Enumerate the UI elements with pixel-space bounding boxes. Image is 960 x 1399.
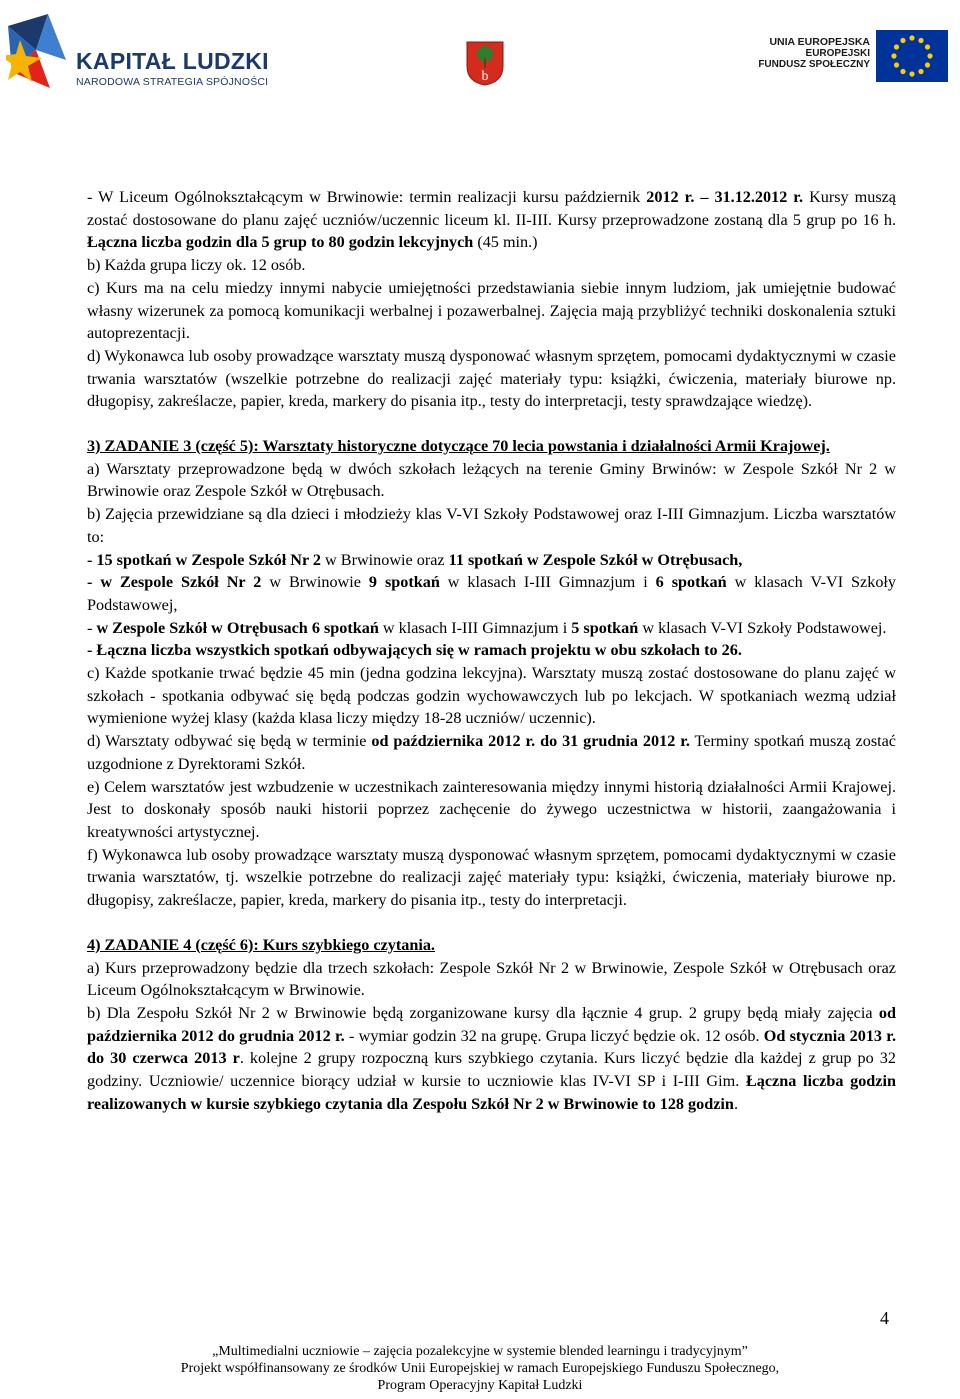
section-3-point-c: c) Każde spotkanie trwać będzie 45 min (jedna godzina lekcyjna). Warsztaty muszą zostać dostosowane do planu zajęć w szkołach - spotkania odbywać się będą podczas godzin wychowawczych lub po lekcjach. W spotkaniach wezmą udział wymienione wyżej klasy (każda klasa liczy między 18-28 uczniów/ uczennic). (87, 664, 896, 728)
document-body (87, 186, 896, 1115)
section-3-point-e: e) Celem warsztatów jest wzbudzenie w uczestnikach zainteresowania między innymi historią działalności Armii Krajowej. Jest to doskonały sposób nauki historii poprzez zachęcenie do żywego uczestnictwa w historii, zaangażowania i kreatywności artystycznej. (87, 777, 896, 841)
section-3-list-item-2: - w Zespole Szkół Nr 2 w Brwinowie 9 spotkań w klasach I-III Gimnazjum i 6 spotkań w klasach V-VI Szkoły Podstawowej, (87, 573, 897, 614)
section-3-heading: 3) ZADANIE 3 (część 5): Warsztaty historyczne dotyczące 70 lecia powstania i działalności Armii Krajowej. (87, 437, 830, 456)
eu-flag-icon (876, 30, 948, 82)
paragraph-course-goal: c) Kurs ma na celu miedzy innymi nabycie umiejętności przedstawiania siebie innym ludziom, jak umiejętnie budować własny wizerunek za pomocą komunikacji werbalnej i pozawerbalnej. Zajęcia mają przybliżyć techniki doskonalenia sztuki autoprezentacji. (87, 278, 896, 343)
section-3-point-b: b) Zajęcia przewidziane są dla dzieci i młodzieży klas V-VI Szkoły Podstawowej oraz I-III Gimnazjum. Liczba warsztatów to: (87, 505, 896, 546)
kapital-ludzki-title: KAPITAŁ LUDZKI (76, 48, 269, 74)
section-3-list-item-3: - w Zespole Szkół w Otrębusach 6 spotkań w klasach I-III Gimnazjum i 5 spotkań w klasach V-VI Szkoły Podstawowej. (87, 618, 887, 637)
paragraph-group-size: b) Każda grupa liczy ok. 12 osób. (87, 256, 306, 275)
page-number: 4 (880, 1308, 889, 1328)
svg-text:b: b (481, 69, 489, 84)
paragraph-contractor-equipment: d) Wykonawca lub osoby prowadzące warsztaty muszą dysponować własnym sprzętem, pomocami dydaktycznymi w czasie trwania warsztatów (wszelkie potrzebne do realizacji zajęć materiały typu: książki, ćwiczenia, materiały biurowe np. długopisy, zakreślacze, papier, kreda, markery do pisania itp., testy do interpretacji, testy sprawdzające wiedzę). (87, 346, 896, 411)
kapital-ludzki-logo (6, 10, 306, 100)
paragraph-lo-brwinow: - W Liceum Ogólnokształcącym w Brwinowie: termin realizacji kursu październik 2012 r. – 31.12.2012 r. Kursy muszą zostać dostosowane do planu zajęć uczniów/uczennic liceum kl. II-III. Kursy przeprowadzone zostaną dla 5 grup po 16 h. Łączna liczba godzin dla 5 grup to 80 godzin lekcyjnych (45 min.) (87, 188, 896, 252)
section-3-point-f: f) Wykonawca lub osoby prowadzące warsztaty muszą dysponować własnym sprzętem, pomocami dydaktycznymi w czasie trwania warsztatów, tj. wszelkie potrzebne do realizacji zajęć materiały typu: książki, ćwiczenia, materiały biurowe np. długopisy, zakreślacze, papier, kreda, markery do pisania itp., testy do interpretacji. (87, 845, 896, 910)
footer-programme-name: Program Operacyjny Kapitał Ludzki (377, 1378, 583, 1393)
section-3-point-a: a) Warsztaty przeprowadzone będą w dwóch szkołach leżących na terenie Gminy Brwinów: w Zespole Szkół Nr 2 w Brwinowie oraz Zespole Szkół w Otrębusach. (87, 459, 896, 501)
eu-caption-line1: UNIA EUROPEJSKA (769, 36, 870, 48)
section-3-total: - Łączna liczba wszystkich spotkań odbywających się w ramach projektu w obu szkołach to 26. (87, 641, 742, 660)
section-4-heading: 4) ZADANIE 4 (część 6): Kurs szybkiego czytania. (87, 935, 435, 954)
section-4-point-b: b) Dla Zespołu Szkół Nr 2 w Brwinowie będą zorganizowane kursy dla łącznie 4 grup. 2 grupy będą miały zajęcia od października 2012 do grudnia 2012 r. - wymiar godzin 32 na grupę. Grupa liczyć będzie ok. 12 osób. Od stycznia 2013 r. do 30 czerwca 2013 r. kolejne 2 grupy rozpoczną kurs szybkiego czytania. Kurs liczyć będzie dla każdej z grup po 32 godziny. Uczniowie/ uczennice biorący udział w kursie to uczniowie klas IV-VI SP i I-III Gim. Łączna liczba godzin realizowanych w kursie szybkiego czytania dla Zespołu Szkół Nr 2 w Brwinowie to 128 godzin. (87, 1003, 897, 1113)
eu-caption-line3: FUNDUSZ SPOŁECZNY (758, 59, 870, 70)
brwinow-coat-of-arms-icon (465, 40, 505, 86)
kapital-ludzki-subtitle: NARODOWA STRATEGIA SPÓJNOŚCI (76, 76, 269, 88)
footer-cofinancing-note: Projekt współfinansowany ze środków Unii Europejskiej w ramach Europejskiego Funduszu Społecznego, (180, 1361, 780, 1376)
page-header (0, 0, 960, 110)
section-4-point-a: a) Kurs przeprowadzony będzie dla trzech szkołach: Zespole Szkół Nr 2 w Brwinowie, Zespole Szkół w Otrębusach oraz Liceum Ogólnokształcącym w Brwinowie. (87, 958, 896, 1000)
section-3-point-d: d) Warsztaty odbywać się będą w terminie od października 2012 r. do 31 grudnia 2012 r. Terminy spotkań muszą zostać uzgodnione z Dyrektorami Szkół. (87, 732, 896, 773)
kapital-ludzki-emblem-icon (6, 10, 76, 100)
eu-fund-caption (740, 36, 870, 70)
eu-caption-line2: EUROPEJSKI (805, 48, 870, 59)
footer-project-title: „Multimedialni uczniowie – zajęcia pozalekcyjne w systemie blended learningu i tradycyjnym” (212, 1344, 748, 1359)
page-footer (0, 1343, 960, 1394)
section-3-list-item-1: - 15 spotkań w Zespole Szkół Nr 2 w Brwinowie oraz 11 spotkań w Zespole Szkół w Otrębusach, (87, 550, 743, 569)
